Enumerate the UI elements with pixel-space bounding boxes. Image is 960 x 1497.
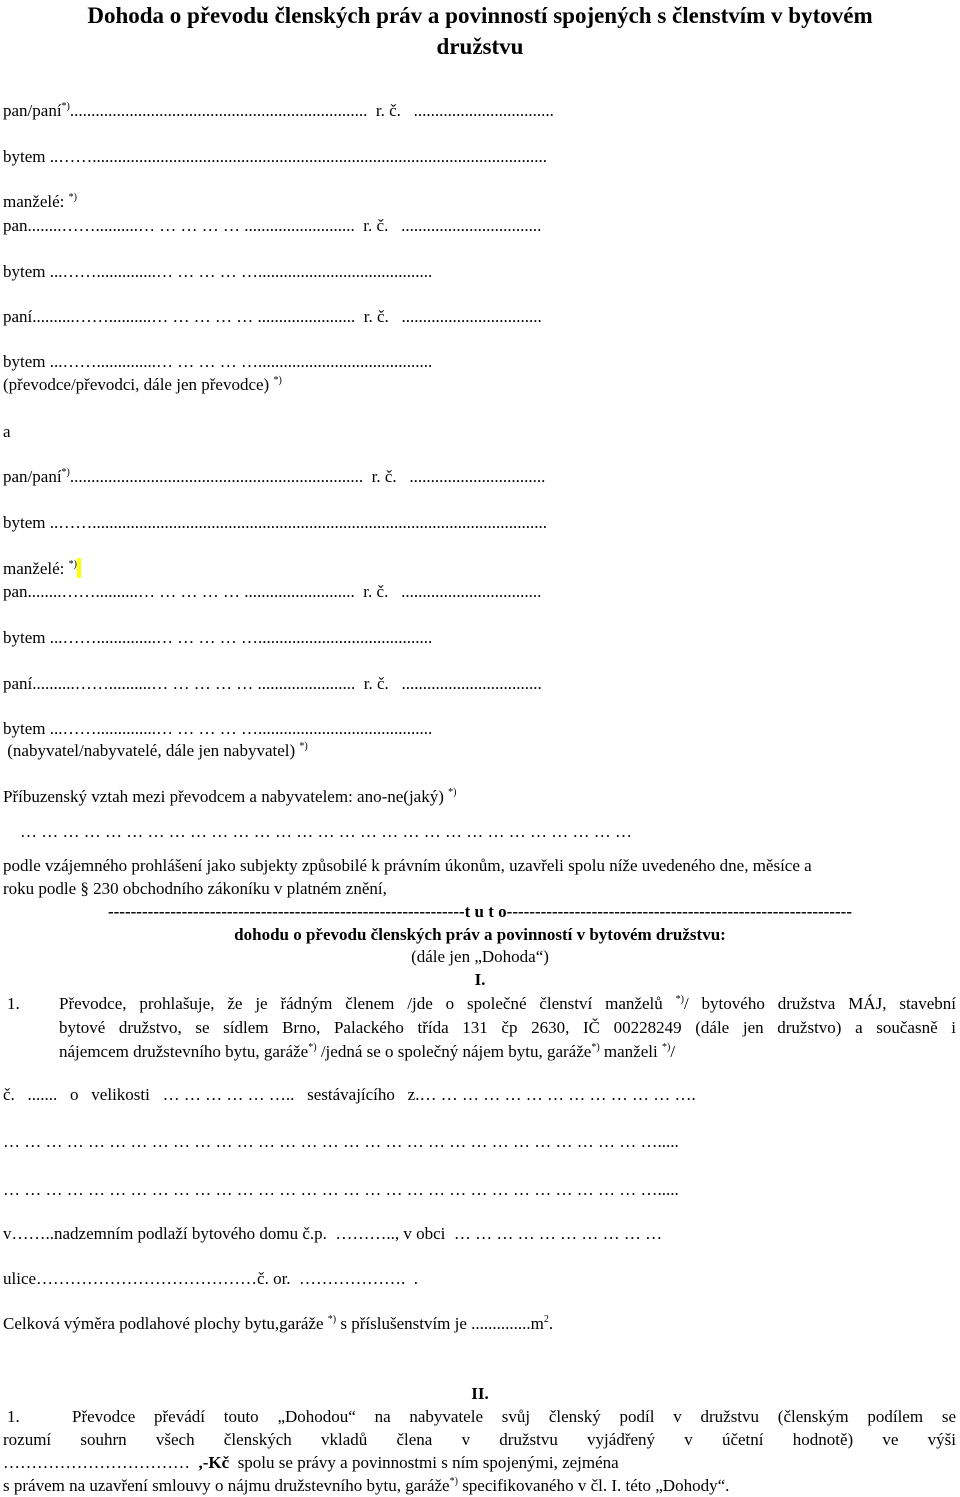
item2-number: 1. (7, 1407, 20, 1426)
footnote-mark: *) (675, 994, 684, 1005)
transferor-wife-address: bytem ...……..............… … … … …......................................... (3, 352, 433, 371)
conjunction-and: a (3, 422, 11, 441)
text: manželi (599, 1042, 662, 1061)
footnote-mark: *) (308, 1042, 317, 1053)
text: …………………………… (3, 1453, 199, 1472)
text: s příslušenstvím je ..............m (336, 1314, 544, 1333)
blank: ..................................................................... r. č. ................................ (69, 467, 546, 486)
blank: ...................................................................... r. č. ................................. (69, 101, 554, 120)
transferor-spouses-label (3, 192, 77, 212)
separator-line: ---------------------------------------------------------------t u t o------------------------------------------------------------- (107, 902, 852, 921)
footnote-mark: *) (61, 467, 70, 478)
footnote-mark: *) (449, 1476, 458, 1487)
transferor-name-line (3, 101, 554, 121)
agreement-subheading: (dále jen „Dohoda“) (411, 947, 549, 966)
label: manželé: (3, 192, 69, 211)
acquirer-husband-line: pan........……..........… … … … … .......................... r. č. ................................. (3, 582, 542, 601)
section-one-heading: I. (474, 970, 486, 989)
acquirer-spouses-label (3, 558, 81, 579)
acquirer-address-line: bytem ..……........................................................................................................... (3, 513, 547, 532)
label: (nabyvatel/nabyvatelé, dále jen nabyvatel) (3, 741, 300, 760)
acquirer-caption (3, 741, 308, 761)
text: nájemcem družstevního bytu, garáže (59, 1042, 309, 1061)
agreement-heading: dohodu o převodu členských práv a povinností v bytovém družstvu: (234, 925, 726, 944)
acquirer-wife-line: paní..........……..........… … … … … ....................... r. č. ................................. (3, 674, 542, 693)
square-mark: 2 (543, 1314, 549, 1325)
text: . (548, 1314, 554, 1333)
text: Celková výměra podlahové plochy bytu,garáže (3, 1314, 328, 1333)
label: (převodce/převodci, dále jen převodce) (3, 375, 274, 394)
label: manželé: (3, 559, 69, 578)
footnote-mark: *) (591, 1042, 600, 1053)
item2-line2: rozumí souhrn všech členských vkladů člena v družstvu vyjádřený v účetní hodnotě) ve výši (3, 1430, 956, 1449)
item2-line4 (3, 1475, 729, 1497)
relation-line (3, 787, 456, 807)
footnote-mark: *) (448, 787, 457, 798)
acquirer-husband-address: bytem ...……..............… … … … …......................................... (3, 628, 433, 647)
floor-area-line (3, 1314, 553, 1334)
transferor-wife-line: paní..........……..........… … … … … ....................... r. č. ................................. (3, 307, 542, 326)
transferor-address-line: bytem ..……........................................................................................................... (3, 147, 547, 166)
acquirer-wife-address: bytem ...……..............… … … … …......................................... (3, 719, 433, 738)
relation-dots: … … … … … … … … … … … … … … … … … … … … … … … … … … … … … (20, 822, 632, 841)
transferor-husband-address: bytem ...……..............… … … … …......................................... (3, 262, 433, 281)
footnote-mark: *) (68, 559, 77, 570)
text: / (670, 1042, 676, 1061)
item2-line1: Převodce převádí touto „Dohodou“ na nabyvatele svůj členský podíl v družstvu (členským podílem se (72, 1407, 956, 1426)
label: pan/paní (3, 467, 62, 486)
item1-line3 (59, 1041, 675, 1063)
intro-line1: podle vzájemného prohlášení jako subjekty způsobilé k právním úkonům, uzavřeli spolu níže uvedeného dne, měsíce a (3, 856, 812, 875)
footnote-mark: *) (273, 375, 282, 386)
floor-line: v……..nadzemním podlaží bytového domu č.p. ……….., v obci … … … … … … … … … … (3, 1224, 663, 1243)
amount-currency: ,-Kč (198, 1453, 230, 1472)
text: Převodce, prohlašuje, že je řádným členem /jde o společné členství manželů (59, 994, 676, 1013)
item1-number: 1. (7, 994, 20, 1013)
text: s právem na uzavření smlouvy o nájmu družstevního bytu, garáže (3, 1476, 450, 1495)
item1-line2: bytové družstvo, se sídlem Brno, Palackého třída 131 čp 2630, IČ 00228249 (dále jen družstvo) a současně i (59, 1018, 956, 1037)
footnote-mark: *) (68, 192, 77, 203)
intro-line2: roku podle § 230 obchodního zákoníku v platném znění, (3, 879, 387, 898)
blank-dots-line1: … … … … … … … … … … … … … … … … … … … … … … … … … … … … … … …..... (3, 1132, 679, 1151)
document-title-line1: Dohoda o převodu členských práv a povinností spojených s členstvím v bytovém (87, 3, 873, 28)
text: /jedná se o společný nájem bytu, garáže (316, 1042, 592, 1061)
highlight-mark (77, 558, 81, 578)
blank-dots-line2: … … … … … … … … … … … … … … … … … … … … … … … … … … … … … … …..... (3, 1180, 679, 1199)
item2-line3 (3, 1452, 619, 1474)
footnote-mark: *) (327, 1314, 337, 1325)
item1-line1 (59, 993, 956, 1015)
acquirer-name-line (3, 467, 545, 487)
text: specifikovaného v čl. I. této „Dohody“. (457, 1476, 730, 1495)
label: Příbuzenský vztah mezi převodcem a nabyvatelem: ano-ne(jaký) (3, 787, 449, 806)
text: spolu se právy a povinnostmi s ním spojenými, zejména (229, 1453, 619, 1472)
footnote-mark: *) (61, 101, 70, 112)
section-two-heading: II. (471, 1384, 489, 1403)
transferor-caption (3, 375, 282, 395)
street-line: ulice…………………………………č. or. ………………. . (3, 1269, 419, 1288)
apartment-size-line: č. ....... o velikosti … … … … … ….. sestávajícího z.… … … … … … … … … … … … …. (3, 1085, 696, 1104)
footnote-mark: *) (299, 741, 308, 752)
text: / bytového družstva MÁJ, stavební (683, 994, 956, 1013)
label: pan/paní (3, 101, 62, 120)
document-title-line2: družstvu (436, 34, 524, 59)
footnote-mark: *) (661, 1042, 671, 1053)
transferor-husband-line: pan........……..........… … … … … .......................... r. č. ................................. (3, 216, 542, 235)
